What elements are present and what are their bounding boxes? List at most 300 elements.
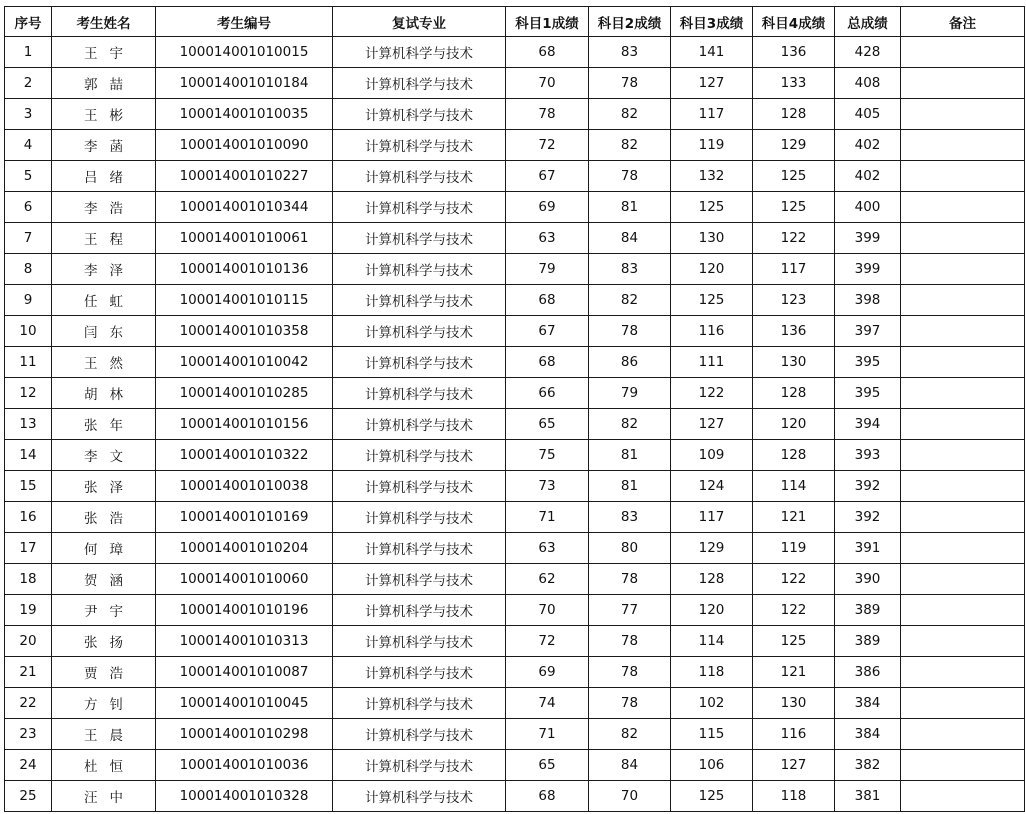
table-row <box>5 223 1025 254</box>
cell-score4: 128 <box>753 99 835 130</box>
table-row <box>5 316 1025 347</box>
cell-exam-id: 100014001010169 <box>156 502 333 533</box>
cell-total: 392 <box>835 471 901 502</box>
cell-note <box>901 502 1025 533</box>
name-first-char: 贺 <box>84 573 98 589</box>
cell-total: 428 <box>835 37 901 68</box>
cell-major: 计算机科学与技术 <box>333 688 506 719</box>
cell-no: 1 <box>5 37 52 68</box>
cell-major: 计算机科学与技术 <box>333 626 506 657</box>
table-row <box>5 99 1025 130</box>
cell-note <box>901 688 1025 719</box>
cell-score1: 69 <box>506 192 589 223</box>
cell-score3: 120 <box>671 595 753 626</box>
cell-score4: 122 <box>753 564 835 595</box>
header-cell-total: 总成绩 <box>835 7 901 37</box>
cell-score3: 125 <box>671 781 753 812</box>
table-row <box>5 68 1025 99</box>
cell-note <box>901 719 1025 750</box>
cell-no: 15 <box>5 471 52 502</box>
redaction-mask <box>99 294 109 310</box>
redaction-mask <box>99 139 109 155</box>
cell-name <box>52 130 156 161</box>
redaction-mask <box>99 604 109 620</box>
cell-total: 398 <box>835 285 901 316</box>
cell-total: 390 <box>835 564 901 595</box>
cell-note <box>901 657 1025 688</box>
name-last-char: 然 <box>109 356 123 372</box>
cell-note <box>901 440 1025 471</box>
cell-score1: 68 <box>506 285 589 316</box>
cell-score3: 124 <box>671 471 753 502</box>
name-first-char: 李 <box>84 263 98 279</box>
redaction-mask <box>99 232 109 248</box>
cell-score2: 83 <box>589 254 671 285</box>
cell-no: 22 <box>5 688 52 719</box>
table-row <box>5 285 1025 316</box>
cell-score4: 122 <box>753 223 835 254</box>
cell-no: 5 <box>5 161 52 192</box>
cell-name <box>52 688 156 719</box>
name-first-char: 杜 <box>84 759 98 775</box>
cell-major: 计算机科学与技术 <box>333 37 506 68</box>
cell-score2: 83 <box>589 37 671 68</box>
table-row <box>5 130 1025 161</box>
table-row <box>5 502 1025 533</box>
name-last-char: 喆 <box>109 77 123 93</box>
cell-name <box>52 471 156 502</box>
name-last-char: 文 <box>109 449 123 465</box>
cell-score2: 81 <box>589 440 671 471</box>
redaction-mask <box>99 542 109 558</box>
table-row <box>5 595 1025 626</box>
cell-exam-id: 100014001010061 <box>156 223 333 254</box>
cell-major: 计算机科学与技术 <box>333 471 506 502</box>
cell-score1: 66 <box>506 378 589 409</box>
cell-note <box>901 409 1025 440</box>
cell-note <box>901 192 1025 223</box>
table-row <box>5 750 1025 781</box>
cell-name <box>52 161 156 192</box>
cell-score1: 63 <box>506 533 589 564</box>
cell-total: 393 <box>835 440 901 471</box>
cell-score3: 116 <box>671 316 753 347</box>
cell-note <box>901 68 1025 99</box>
cell-note <box>901 285 1025 316</box>
cell-score1: 65 <box>506 750 589 781</box>
cell-score2: 78 <box>589 688 671 719</box>
cell-major: 计算机科学与技术 <box>333 285 506 316</box>
cell-name <box>52 68 156 99</box>
name-last-char: 宇 <box>109 604 123 620</box>
name-first-char: 张 <box>84 635 98 651</box>
cell-total: 394 <box>835 409 901 440</box>
header-cell-id: 考生编号 <box>156 7 333 37</box>
name-first-char: 汪 <box>84 790 98 806</box>
cell-note <box>901 626 1025 657</box>
table-row <box>5 37 1025 68</box>
cell-major: 计算机科学与技术 <box>333 130 506 161</box>
cell-score3: 141 <box>671 37 753 68</box>
cell-major: 计算机科学与技术 <box>333 533 506 564</box>
cell-score4: 121 <box>753 657 835 688</box>
cell-score4: 130 <box>753 688 835 719</box>
cell-note <box>901 316 1025 347</box>
cell-note <box>901 347 1025 378</box>
table-row <box>5 378 1025 409</box>
cell-total: 386 <box>835 657 901 688</box>
cell-score2: 84 <box>589 750 671 781</box>
table-row <box>5 409 1025 440</box>
cell-note <box>901 130 1025 161</box>
cell-note <box>901 595 1025 626</box>
cell-exam-id: 100014001010204 <box>156 533 333 564</box>
cell-score2: 81 <box>589 471 671 502</box>
cell-name <box>52 285 156 316</box>
name-last-char: 恒 <box>109 759 123 775</box>
cell-score4: 125 <box>753 626 835 657</box>
name-last-char: 彬 <box>109 108 123 124</box>
cell-no: 8 <box>5 254 52 285</box>
cell-score2: 82 <box>589 285 671 316</box>
cell-score3: 106 <box>671 750 753 781</box>
header-cell-major: 复试专业 <box>333 7 506 37</box>
table-row <box>5 533 1025 564</box>
cell-score3: 117 <box>671 99 753 130</box>
score-table <box>4 6 1025 812</box>
cell-name <box>52 37 156 68</box>
cell-name <box>52 254 156 285</box>
cell-total: 405 <box>835 99 901 130</box>
name-last-char: 程 <box>109 232 123 248</box>
cell-exam-id: 100014001010090 <box>156 130 333 161</box>
table-row <box>5 347 1025 378</box>
cell-score3: 111 <box>671 347 753 378</box>
cell-score3: 127 <box>671 409 753 440</box>
cell-total: 400 <box>835 192 901 223</box>
cell-name <box>52 223 156 254</box>
name-first-char: 李 <box>84 139 98 155</box>
cell-score3: 109 <box>671 440 753 471</box>
table-row <box>5 688 1025 719</box>
redaction-mask <box>99 325 109 341</box>
cell-no: 17 <box>5 533 52 564</box>
cell-note <box>901 254 1025 285</box>
cell-total: 402 <box>835 161 901 192</box>
redaction-mask <box>99 511 109 527</box>
cell-score1: 67 <box>506 316 589 347</box>
cell-score1: 68 <box>506 781 589 812</box>
cell-score2: 82 <box>589 409 671 440</box>
name-first-char: 张 <box>84 511 98 527</box>
cell-score4: 125 <box>753 192 835 223</box>
cell-score4: 117 <box>753 254 835 285</box>
name-first-char: 郭 <box>84 77 98 93</box>
cell-score2: 78 <box>589 564 671 595</box>
cell-exam-id: 100014001010015 <box>156 37 333 68</box>
cell-score1: 65 <box>506 409 589 440</box>
cell-score1: 71 <box>506 502 589 533</box>
cell-note <box>901 781 1025 812</box>
redaction-mask <box>99 790 109 806</box>
name-first-char: 闫 <box>84 325 98 341</box>
cell-no: 2 <box>5 68 52 99</box>
cell-score3: 125 <box>671 285 753 316</box>
cell-exam-id: 100014001010298 <box>156 719 333 750</box>
cell-score4: 128 <box>753 378 835 409</box>
cell-major: 计算机科学与技术 <box>333 316 506 347</box>
redaction-mask <box>99 480 109 496</box>
redaction-mask <box>99 77 109 93</box>
redaction-mask <box>99 201 109 217</box>
name-first-char: 王 <box>84 728 98 744</box>
name-last-char: 涵 <box>109 573 123 589</box>
cell-exam-id: 100014001010184 <box>156 68 333 99</box>
name-last-char: 钊 <box>109 697 123 713</box>
name-last-char: 晨 <box>109 728 123 744</box>
redaction-mask <box>99 46 109 62</box>
header-cell-s1: 科目1成绩 <box>506 7 589 37</box>
cell-score4: 114 <box>753 471 835 502</box>
header-cell-s3: 科目3成绩 <box>671 7 753 37</box>
name-first-char: 方 <box>84 697 98 713</box>
cell-note <box>901 750 1025 781</box>
name-last-char: 璋 <box>109 542 123 558</box>
name-last-char: 浩 <box>109 201 123 217</box>
cell-no: 6 <box>5 192 52 223</box>
redaction-mask <box>99 449 109 465</box>
cell-name <box>52 378 156 409</box>
table-row <box>5 254 1025 285</box>
cell-total: 389 <box>835 595 901 626</box>
cell-exam-id: 100014001010196 <box>156 595 333 626</box>
cell-total: 395 <box>835 378 901 409</box>
cell-exam-id: 100014001010227 <box>156 161 333 192</box>
cell-no: 23 <box>5 719 52 750</box>
cell-total: 384 <box>835 719 901 750</box>
cell-note <box>901 471 1025 502</box>
cell-score4: 116 <box>753 719 835 750</box>
header-cell-note: 备注 <box>901 7 1025 37</box>
cell-score2: 78 <box>589 316 671 347</box>
cell-name <box>52 347 156 378</box>
name-last-char: 泽 <box>109 480 123 496</box>
table-row <box>5 781 1025 812</box>
cell-no: 16 <box>5 502 52 533</box>
cell-exam-id: 100014001010087 <box>156 657 333 688</box>
cell-score2: 81 <box>589 192 671 223</box>
redaction-mask <box>99 356 109 372</box>
name-last-char: 东 <box>109 325 123 341</box>
cell-score4: 127 <box>753 750 835 781</box>
cell-major: 计算机科学与技术 <box>333 99 506 130</box>
name-last-char: 菡 <box>109 139 123 155</box>
cell-score3: 120 <box>671 254 753 285</box>
name-first-char: 李 <box>84 449 98 465</box>
name-first-char: 贾 <box>84 666 98 682</box>
cell-note <box>901 161 1025 192</box>
cell-name <box>52 750 156 781</box>
cell-major: 计算机科学与技术 <box>333 781 506 812</box>
cell-major: 计算机科学与技术 <box>333 719 506 750</box>
cell-score1: 70 <box>506 68 589 99</box>
cell-major: 计算机科学与技术 <box>333 440 506 471</box>
cell-major: 计算机科学与技术 <box>333 564 506 595</box>
cell-score2: 82 <box>589 99 671 130</box>
name-last-char: 年 <box>109 418 123 434</box>
name-first-char: 王 <box>84 356 98 372</box>
cell-score2: 82 <box>589 719 671 750</box>
cell-score4: 133 <box>753 68 835 99</box>
cell-major: 计算机科学与技术 <box>333 502 506 533</box>
cell-total: 384 <box>835 688 901 719</box>
cell-exam-id: 100014001010115 <box>156 285 333 316</box>
cell-no: 19 <box>5 595 52 626</box>
cell-name <box>52 316 156 347</box>
cell-major: 计算机科学与技术 <box>333 378 506 409</box>
cell-major: 计算机科学与技术 <box>333 657 506 688</box>
cell-score3: 128 <box>671 564 753 595</box>
cell-note <box>901 378 1025 409</box>
cell-exam-id: 100014001010035 <box>156 99 333 130</box>
cell-total: 389 <box>835 626 901 657</box>
cell-score1: 72 <box>506 130 589 161</box>
cell-exam-id: 100014001010136 <box>156 254 333 285</box>
cell-exam-id: 100014001010328 <box>156 781 333 812</box>
cell-total: 399 <box>835 223 901 254</box>
cell-score2: 78 <box>589 68 671 99</box>
name-last-char: 泽 <box>109 263 123 279</box>
cell-total: 399 <box>835 254 901 285</box>
cell-total: 392 <box>835 502 901 533</box>
cell-score3: 130 <box>671 223 753 254</box>
cell-score1: 63 <box>506 223 589 254</box>
cell-no: 11 <box>5 347 52 378</box>
name-last-char: 林 <box>109 387 123 403</box>
name-last-char: 浩 <box>109 666 123 682</box>
cell-no: 9 <box>5 285 52 316</box>
cell-score3: 114 <box>671 626 753 657</box>
cell-name <box>52 626 156 657</box>
cell-name <box>52 657 156 688</box>
table-row <box>5 440 1025 471</box>
cell-exam-id: 100014001010358 <box>156 316 333 347</box>
cell-score3: 129 <box>671 533 753 564</box>
name-first-char: 任 <box>84 294 98 310</box>
cell-no: 3 <box>5 99 52 130</box>
cell-score2: 78 <box>589 626 671 657</box>
cell-exam-id: 100014001010344 <box>156 192 333 223</box>
redaction-mask <box>99 759 109 775</box>
table-row <box>5 657 1025 688</box>
name-last-char: 扬 <box>109 635 123 651</box>
cell-name <box>52 440 156 471</box>
cell-note <box>901 223 1025 254</box>
cell-exam-id: 100014001010060 <box>156 564 333 595</box>
cell-no: 7 <box>5 223 52 254</box>
cell-score1: 73 <box>506 471 589 502</box>
header-cell-s4: 科目4成绩 <box>753 7 835 37</box>
cell-score4: 136 <box>753 37 835 68</box>
cell-score1: 69 <box>506 657 589 688</box>
cell-score2: 78 <box>589 161 671 192</box>
cell-name <box>52 781 156 812</box>
name-first-char: 王 <box>84 46 98 62</box>
redaction-mask <box>99 697 109 713</box>
cell-exam-id: 100014001010045 <box>156 688 333 719</box>
cell-score1: 72 <box>506 626 589 657</box>
cell-score2: 77 <box>589 595 671 626</box>
cell-score1: 68 <box>506 37 589 68</box>
name-last-char: 浩 <box>109 511 123 527</box>
table-row <box>5 192 1025 223</box>
cell-name <box>52 564 156 595</box>
table-row <box>5 719 1025 750</box>
cell-no: 4 <box>5 130 52 161</box>
cell-major: 计算机科学与技术 <box>333 750 506 781</box>
header-cell-s2: 科目2成绩 <box>589 7 671 37</box>
cell-no: 18 <box>5 564 52 595</box>
redaction-mask <box>99 387 109 403</box>
cell-score3: 119 <box>671 130 753 161</box>
cell-note <box>901 564 1025 595</box>
table-body <box>5 37 1025 812</box>
cell-major: 计算机科学与技术 <box>333 595 506 626</box>
header-row <box>5 7 1025 37</box>
cell-no: 13 <box>5 409 52 440</box>
cell-total: 402 <box>835 130 901 161</box>
redaction-mask <box>99 418 109 434</box>
cell-score2: 82 <box>589 130 671 161</box>
cell-score1: 79 <box>506 254 589 285</box>
cell-score1: 75 <box>506 440 589 471</box>
cell-name <box>52 502 156 533</box>
cell-score3: 117 <box>671 502 753 533</box>
cell-score3: 118 <box>671 657 753 688</box>
cell-exam-id: 100014001010313 <box>156 626 333 657</box>
cell-major: 计算机科学与技术 <box>333 192 506 223</box>
name-first-char: 胡 <box>84 387 98 403</box>
cell-score2: 70 <box>589 781 671 812</box>
name-last-char: 虹 <box>109 294 123 310</box>
cell-score2: 84 <box>589 223 671 254</box>
cell-exam-id: 100014001010285 <box>156 378 333 409</box>
cell-score3: 127 <box>671 68 753 99</box>
cell-score3: 132 <box>671 161 753 192</box>
cell-score4: 128 <box>753 440 835 471</box>
name-first-char: 何 <box>84 542 98 558</box>
redaction-mask <box>99 573 109 589</box>
table-row <box>5 564 1025 595</box>
cell-score1: 71 <box>506 719 589 750</box>
name-last-char: 宇 <box>109 46 123 62</box>
cell-score4: 118 <box>753 781 835 812</box>
cell-score1: 78 <box>506 99 589 130</box>
cell-major: 计算机科学与技术 <box>333 254 506 285</box>
name-first-char: 尹 <box>84 604 98 620</box>
name-first-char: 吕 <box>84 170 98 186</box>
redaction-mask <box>99 263 109 279</box>
cell-total: 397 <box>835 316 901 347</box>
cell-note <box>901 99 1025 130</box>
cell-name <box>52 409 156 440</box>
cell-major: 计算机科学与技术 <box>333 161 506 192</box>
name-last-char: 中 <box>109 790 123 806</box>
cell-score1: 70 <box>506 595 589 626</box>
cell-score4: 123 <box>753 285 835 316</box>
cell-score4: 122 <box>753 595 835 626</box>
cell-score4: 120 <box>753 409 835 440</box>
